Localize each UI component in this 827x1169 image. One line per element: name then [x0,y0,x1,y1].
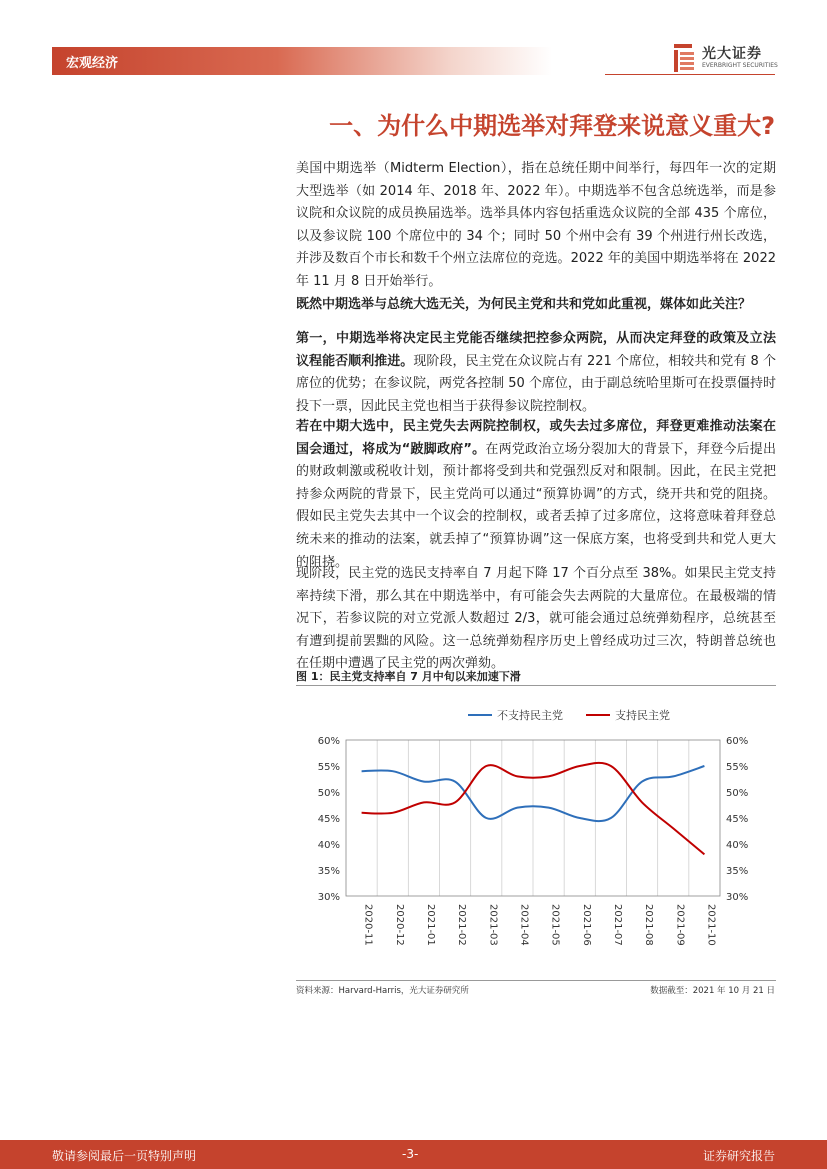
brand-name: 光大证券 [702,46,762,62]
y-tick-label-right: 35% [726,866,749,877]
y-tick-label-right: 40% [726,840,749,851]
y-tick-label-left: 30% [317,892,340,903]
y-tick-label-left: 45% [317,814,340,825]
y-tick-label-left: 55% [317,762,340,773]
chart-grid [377,740,689,896]
x-tick-label: 2021-10 [705,904,717,946]
footer-report-type: 证券研究报告 [702,1149,775,1163]
section-tag: 宏观经济 [66,56,119,71]
section-title: 一、为什么中期选举对拜登来说意义重大? [329,112,775,140]
brand-logo-icon [672,44,696,72]
y-tick-label-right: 50% [726,788,749,799]
y-tick-label-right: 55% [726,762,749,773]
x-tick-label: 2021-03 [487,904,499,946]
figure-source: 资料来源：Harvard-Harris，光大证券研究所 [296,986,469,996]
paragraph-lame-duck-bold: 若在中期大选中，民主党失去两院控制权，或失去过多席位，拜登更难推动法案在国会通过，将成为“跛脚政府”。 [296,419,776,457]
y-tick-label-left: 50% [317,788,340,799]
paragraph-lame-duck [296,416,776,574]
question-heading: 既然中期选举与总统大选无关，为何民主党和共和党如此重视，媒体如此关注？ [296,297,752,312]
paragraph-approval: 现阶段，民主党的选民支持率自 7 月起下降 17 个百分点至 38%。如果民主党支持率持续下滑，那么其在中期选举中，有可能会失去两院的大量席位。在最极端的情况下，若参议院的对立党派人数超过 2/3，就可能会通过总统弹劾程序，总统甚至有遭到提前罢黜的风险。这一总统弹劾程序历史上曾经成功过三次，特朗普总统也在任期中遭遇了民主党的两次弹劾。 [296,566,776,672]
x-tick-label: 2021-09 [674,904,686,946]
x-tick-label: 2020-12 [393,904,405,946]
brand-name-en: EVERBRIGHT SECURITIES [702,62,778,69]
chart-legend [468,708,670,722]
x-tick-label: 2021-04 [518,904,530,946]
header-band [52,47,552,75]
y-axis-left [318,736,340,903]
y-tick-label-right: 30% [726,892,749,903]
paragraph-first-point [296,328,776,418]
line-chart [296,695,776,975]
y-axis-right [726,736,748,903]
y-tick-label-left: 60% [317,736,340,747]
x-axis [363,904,717,946]
x-tick-label: 2020-11 [362,904,374,946]
page-number: -3- [402,1147,419,1161]
figure-rule-bottom [296,980,776,981]
paragraph-first-point-bold: 第一，中期选举将决定民主党能否继续把控参众两院，从而决定拜登的政策及立法议程能否顺利推进。 [296,331,776,369]
x-tick-label: 2021-06 [580,904,592,946]
x-tick-label: 2021-05 [549,904,561,946]
figure-date: 数据截至：2021 年 10 月 21 日 [650,986,775,996]
footer-disclaimer: 敬请参阅最后一页特别声明 [52,1149,197,1163]
x-tick-label: 2021-02 [456,904,468,946]
y-tick-label-left: 35% [317,866,340,877]
brand-logo [672,42,782,74]
paragraph-lame-duck-text: 在两党政治立场分裂加大的背景下，拜登今后提出的财政刺激或税收计划，预计都将受到共和党强烈反对和限制。因此，在民主党把持参众两院的背景下，民主党尚可以通过“预算协调”的方式，绕开共和党的阻挠。假如民主党失去其中一个议会的控制权，或者丢掉了过多席位，这将意味着拜登总统未来的推动的法案，就丢掉了“预算协调”这一保底方案，也将受到共和党人更大的阻挠。 [296,441,776,570]
header-rule [605,74,775,75]
y-tick-label-right: 45% [726,814,749,825]
figure-title: 图 1：民主党支持率自 7 月中旬以来加速下滑 [296,670,521,683]
paragraph-intro: 美国中期选举（Midterm Election），指在总统任期中间举行，每四年一次的定期大型选举（如 2014 年、2018 年、2022 年）。中期选举不包含总统选举，而是参议院和众议院的成员换届选举。选举具体内容包括重选众议院的全部 435 个席位，以及参议院 100 个席位中的 34 个；同时 50 个州中会有 39 个州进行州长改选，并涉及数百个市长和数千个州立法席位的竞选。2022 年的美国中期选举将在 2022 年 11 月 8 日开始举行。 [296,161,776,289]
x-tick-label: 2021-08 [643,904,655,946]
x-tick-label: 2021-07 [611,904,623,946]
y-tick-label-left: 40% [317,840,340,851]
paragraph-first-point-text: 现阶段，民主党在众议院占有 221 个席位，相较共和党有 8 个席位的优势；在参议院，两党各控制 50 个席位，由于副总统哈里斯可在投票僵持时投下一票，因此民主党也相当于获得参议院控制权。 [296,353,776,414]
figure-rule-top [296,685,776,686]
footer-bar [0,1140,827,1169]
legend-label: 支持民主党 [615,709,670,722]
y-tick-label-right: 60% [726,736,749,747]
legend-label: 不支持民主党 [497,709,563,722]
x-tick-label: 2021-01 [424,904,436,946]
